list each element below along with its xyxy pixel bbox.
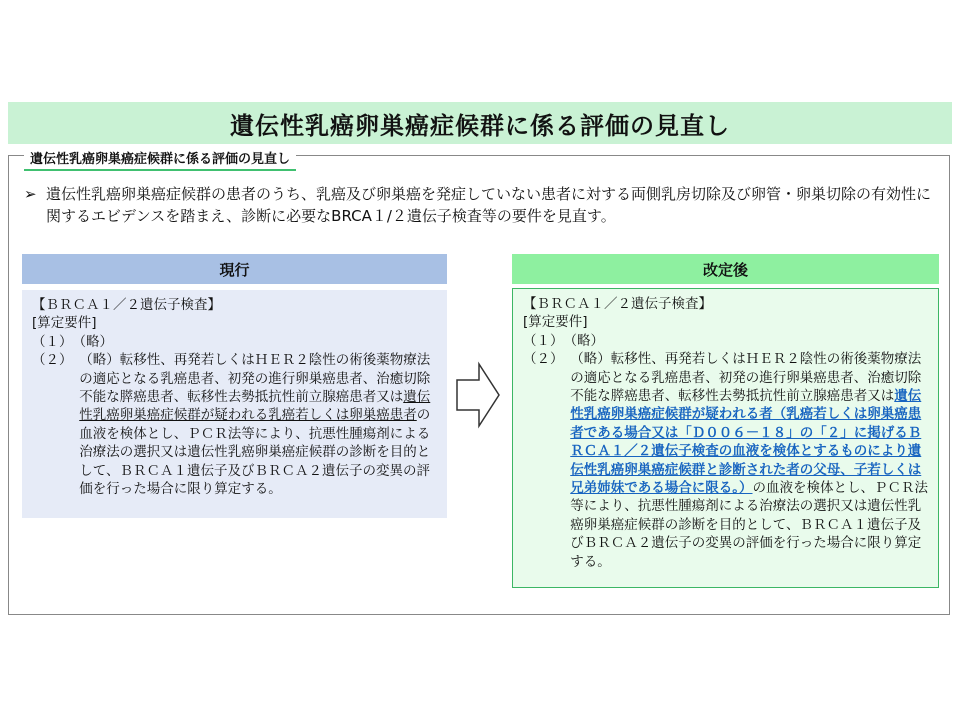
current-item-2-underlined: 遺伝性乳癌卵巣癌症候群が疑われる乳癌若しくは卵巣癌患者 (79, 389, 431, 424)
revised-item-2-label: （２） (523, 351, 571, 368)
current-panel (22, 290, 447, 518)
current-column-header: 現行 (22, 254, 447, 284)
revised-item-1: （１） （略） (523, 332, 604, 349)
revised-item-2 (523, 350, 928, 571)
revised-item-2-text-a: （略）転移性、再発若しくはＨＥＲ２陰性の術後薬物療法の適応となる乳癌患者、初発の進行卵巣癌患者、治癒切除不能な膵癌患者、転移性去勢抵抗性前立腺癌患者又は (570, 351, 922, 405)
current-item-2 (32, 351, 437, 498)
current-item-2-label: （２） (32, 352, 80, 369)
revised-item-2-highlight: 遺伝性乳癌卵巣癌症候群が疑われる者（乳癌若しくは卵巣癌患者である場合又は「Ｄ００６－１８」の「２」に掲げるＢＲＣＡ１／２遺伝子検査の血液を検体とするものにより遺伝性乳癌卵巣癌症候群と診断された者の父母、子若しくは兄弟姉妹である場合に限る。） (570, 388, 922, 497)
revised-item-2-text-c: の血液を検体とし、ＰＣＲ法等により、抗悪性腫瘍剤による治療法の選択又は遺伝性乳癌卵巣癌症候群の診断を目的として、ＢＲＣＡ１遺伝子及びＢＲＣＡ２遺伝子の変異の評価を行った場合に限り算定する。 (570, 480, 928, 570)
revised-item-2-body (570, 350, 928, 571)
intro-paragraph (24, 183, 940, 227)
current-item-1: （１） （略） (32, 333, 113, 350)
page-title: 遺伝性乳癌卵巣癌症候群に係る評価の見直し (230, 111, 730, 140)
current-item-2-body (79, 351, 437, 498)
revised-requirements-label: [算定要件] (523, 314, 588, 331)
revised-panel (512, 288, 939, 588)
right-arrow-icon (455, 360, 501, 430)
current-item-2-text-c: の血液を検体とし、ＰＣＲ法等により、抗悪性腫瘍剤による治療法の選択又は遺伝性乳癌卵巣癌症候群の診断を目的として、ＢＲＣＡ１遺伝子及びＢＲＣＡ２遺伝子の変異の評価を行った場合に限り算定する。 (79, 407, 431, 498)
revised-heading: 【ＢＲＣＡ１／２遺伝子検査】 (523, 296, 712, 312)
current-item-2-text-a: （略）転移性、再発若しくはＨＥＲ２陰性の術後薬物療法の適応となる乳癌患者、初発の進行卵巣癌患者、治癒切除不能な膵癌患者、転移性去勢抵抗性前立腺癌患者又は (79, 352, 431, 406)
section-tag: 遺伝性乳癌卵巣癌症候群に係る評価の見直し (24, 151, 296, 171)
title-bar (8, 102, 952, 144)
intro-text: 遺伝性乳癌卵巣癌症候群の患者のうち、乳癌及び卵巣癌を発症していない患者に対する両側乳房切除及び卵管・卵巣切除の有効性に関するエビデンスを踏まえ、診断に必要なBRCA１/２遺伝子検査等の要件を見直す。 (46, 185, 932, 225)
current-heading: 【ＢＲＣＡ１／２遺伝子検査】 (32, 297, 221, 313)
current-requirements-label: [算定要件] (32, 315, 97, 332)
revised-column-header: 改定後 (512, 254, 939, 284)
bullet-arrow-icon: ➢ (24, 185, 37, 203)
